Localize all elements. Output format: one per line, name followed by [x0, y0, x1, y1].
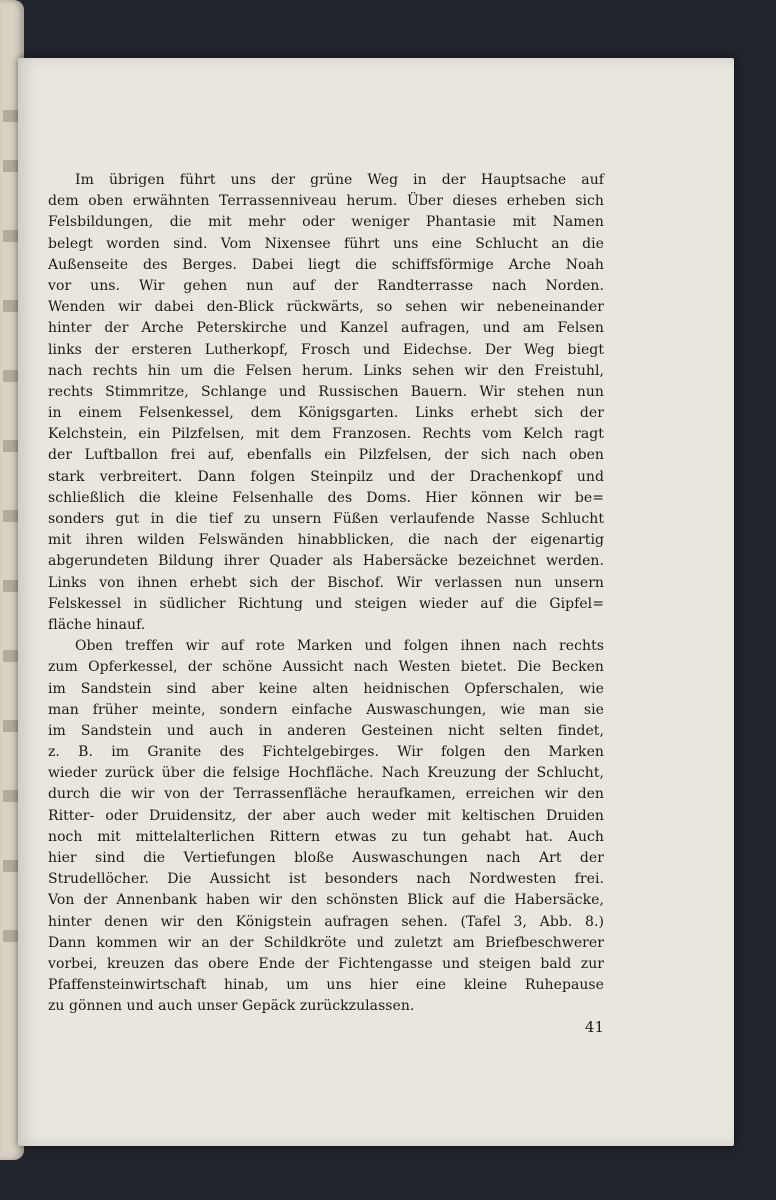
text-line: in einem Felsenkessel, dem Königsgarten. Links erhebt sich der	[48, 405, 604, 422]
text-line: hinter denen wir den Königstein aufragen sehen. (Tafel 3, Abb. 8.)	[48, 913, 604, 930]
text-line: hier sind die Vertiefungen bloße Auswaschungen nach Art der	[48, 850, 604, 866]
text-line: Kelchstein, ein Pilzfelsen, mit dem Franzosen. Rechts vom Kelch ragt	[48, 426, 604, 443]
text-line: im Sandstein und auch in anderen Gesteinen nicht selten findet,	[48, 722, 604, 739]
text-line: Strudellöcher. Die Aussicht ist besonders nach Nordwesten frei.	[48, 871, 604, 888]
text-line: Oben treffen wir auf rote Marken und folgen ihnen nach rechts	[75, 638, 604, 655]
text-line: schließlich die kleine Felsenhalle des Doms. Hier können wir be=	[48, 489, 604, 506]
text-line: Felskessel in südlicher Richtung und steigen wieder auf die Gipfel=	[48, 595, 604, 612]
text-line: durch die wir von der Terrassenfläche heraufkamen, erreichen wir den	[48, 786, 604, 803]
text-line: belegt worden sind. Vom Nixensee führt uns eine Schlucht an die	[48, 235, 604, 252]
text-line: stark verbreitert. Dann folgen Steinpilz und der Drachenkopf und	[48, 468, 604, 485]
text-line: der Luftballon frei auf, ebenfalls ein Pilzfelsen, der sich nach oben	[48, 447, 604, 464]
page-number: 41	[584, 1018, 604, 1036]
text-line: rechts Stimmritze, Schlange und Russischen Bauern. Wir stehen nun	[48, 383, 604, 400]
text-line: Außenseite des Berges. Dabei liegt die schiffsförmige Arche Noah	[48, 256, 604, 273]
book-page	[18, 58, 734, 1146]
text-line: zum Opferkessel, der schöne Aussicht nach Westen bietet. Die Becken	[48, 659, 604, 676]
text-line: links der ersteren Lutherkopf, Frosch und Eidechse. Der Weg biegt	[48, 341, 604, 358]
text-line: z. B. im Granite des Fichtelgebirges. Wir folgen den Marken	[48, 744, 604, 761]
text-line: Felsbildungen, die mit mehr oder weniger Phantasie mit Namen	[48, 214, 604, 231]
text-line: Wenden wir dabei den-Blick rückwärts, so sehen wir nebeneinander	[48, 299, 604, 316]
text-line: nach rechts hin um die Felsen herum. Links sehen wir den Freistuhl,	[48, 362, 604, 379]
text-line: dem oben erwähnten Terrassenniveau herum. Über dieses erheben sich	[48, 193, 604, 210]
text-line: mit ihren wilden Felswänden hinabblicken, die nach der eigenartig	[48, 532, 604, 549]
text-line: Dann kommen wir an der Schildkröte und zuletzt am Briefbeschwerer	[48, 934, 604, 951]
text-line: vorbei, kreuzen das obere Ende der Fichtengasse und steigen bald zur	[48, 955, 604, 972]
text-line: vor uns. Wir gehen nun auf der Randterrasse nach Norden.	[48, 277, 604, 294]
text-line: abgerundeten Bildung ihrer Quader als Habersäcke bezeichnet werden.	[48, 553, 604, 570]
text-line: wieder zurück über die felsige Hochfläche. Nach Kreuzung der Schlucht,	[48, 765, 604, 782]
body-text	[48, 170, 604, 1018]
text-line: hinter der Arche Peterskirche und Kanzel aufragen, und am Felsen	[48, 320, 604, 337]
text-line: noch mit mittelalterlichen Rittern etwas zu tun gehabt hat. Auch	[48, 828, 604, 845]
text-line: Im übrigen führt uns der grüne Weg in der Hauptsache auf	[75, 172, 604, 188]
text-line: im Sandstein sind aber keine alten heidnischen Opferschalen, wie	[48, 680, 604, 697]
text-line: Links von ihnen erhebt sich der Bischof. Wir verlassen nun unsern	[48, 574, 604, 591]
text-line: fläche hinauf.	[48, 616, 146, 633]
text-line: sonders gut in die tief zu unsern Füßen verlaufende Nasse Schlucht	[48, 511, 604, 527]
text-line: Von der Annenbank haben wir den schönsten Blick auf die Habersäcke,	[48, 892, 604, 909]
text-line: zu gönnen und auch unser Gepäck zurückzulassen.	[48, 998, 415, 1015]
text-line: Ritter- oder Druidensitz, der aber auch weder mit keltischen Druiden	[48, 807, 604, 824]
text-line: man früher meinte, sondern einfache Auswaschungen, wie man sie	[48, 701, 604, 718]
text-line: Pfaffensteinwirtschaft hinab, um uns hier eine kleine Ruhepause	[48, 977, 604, 994]
